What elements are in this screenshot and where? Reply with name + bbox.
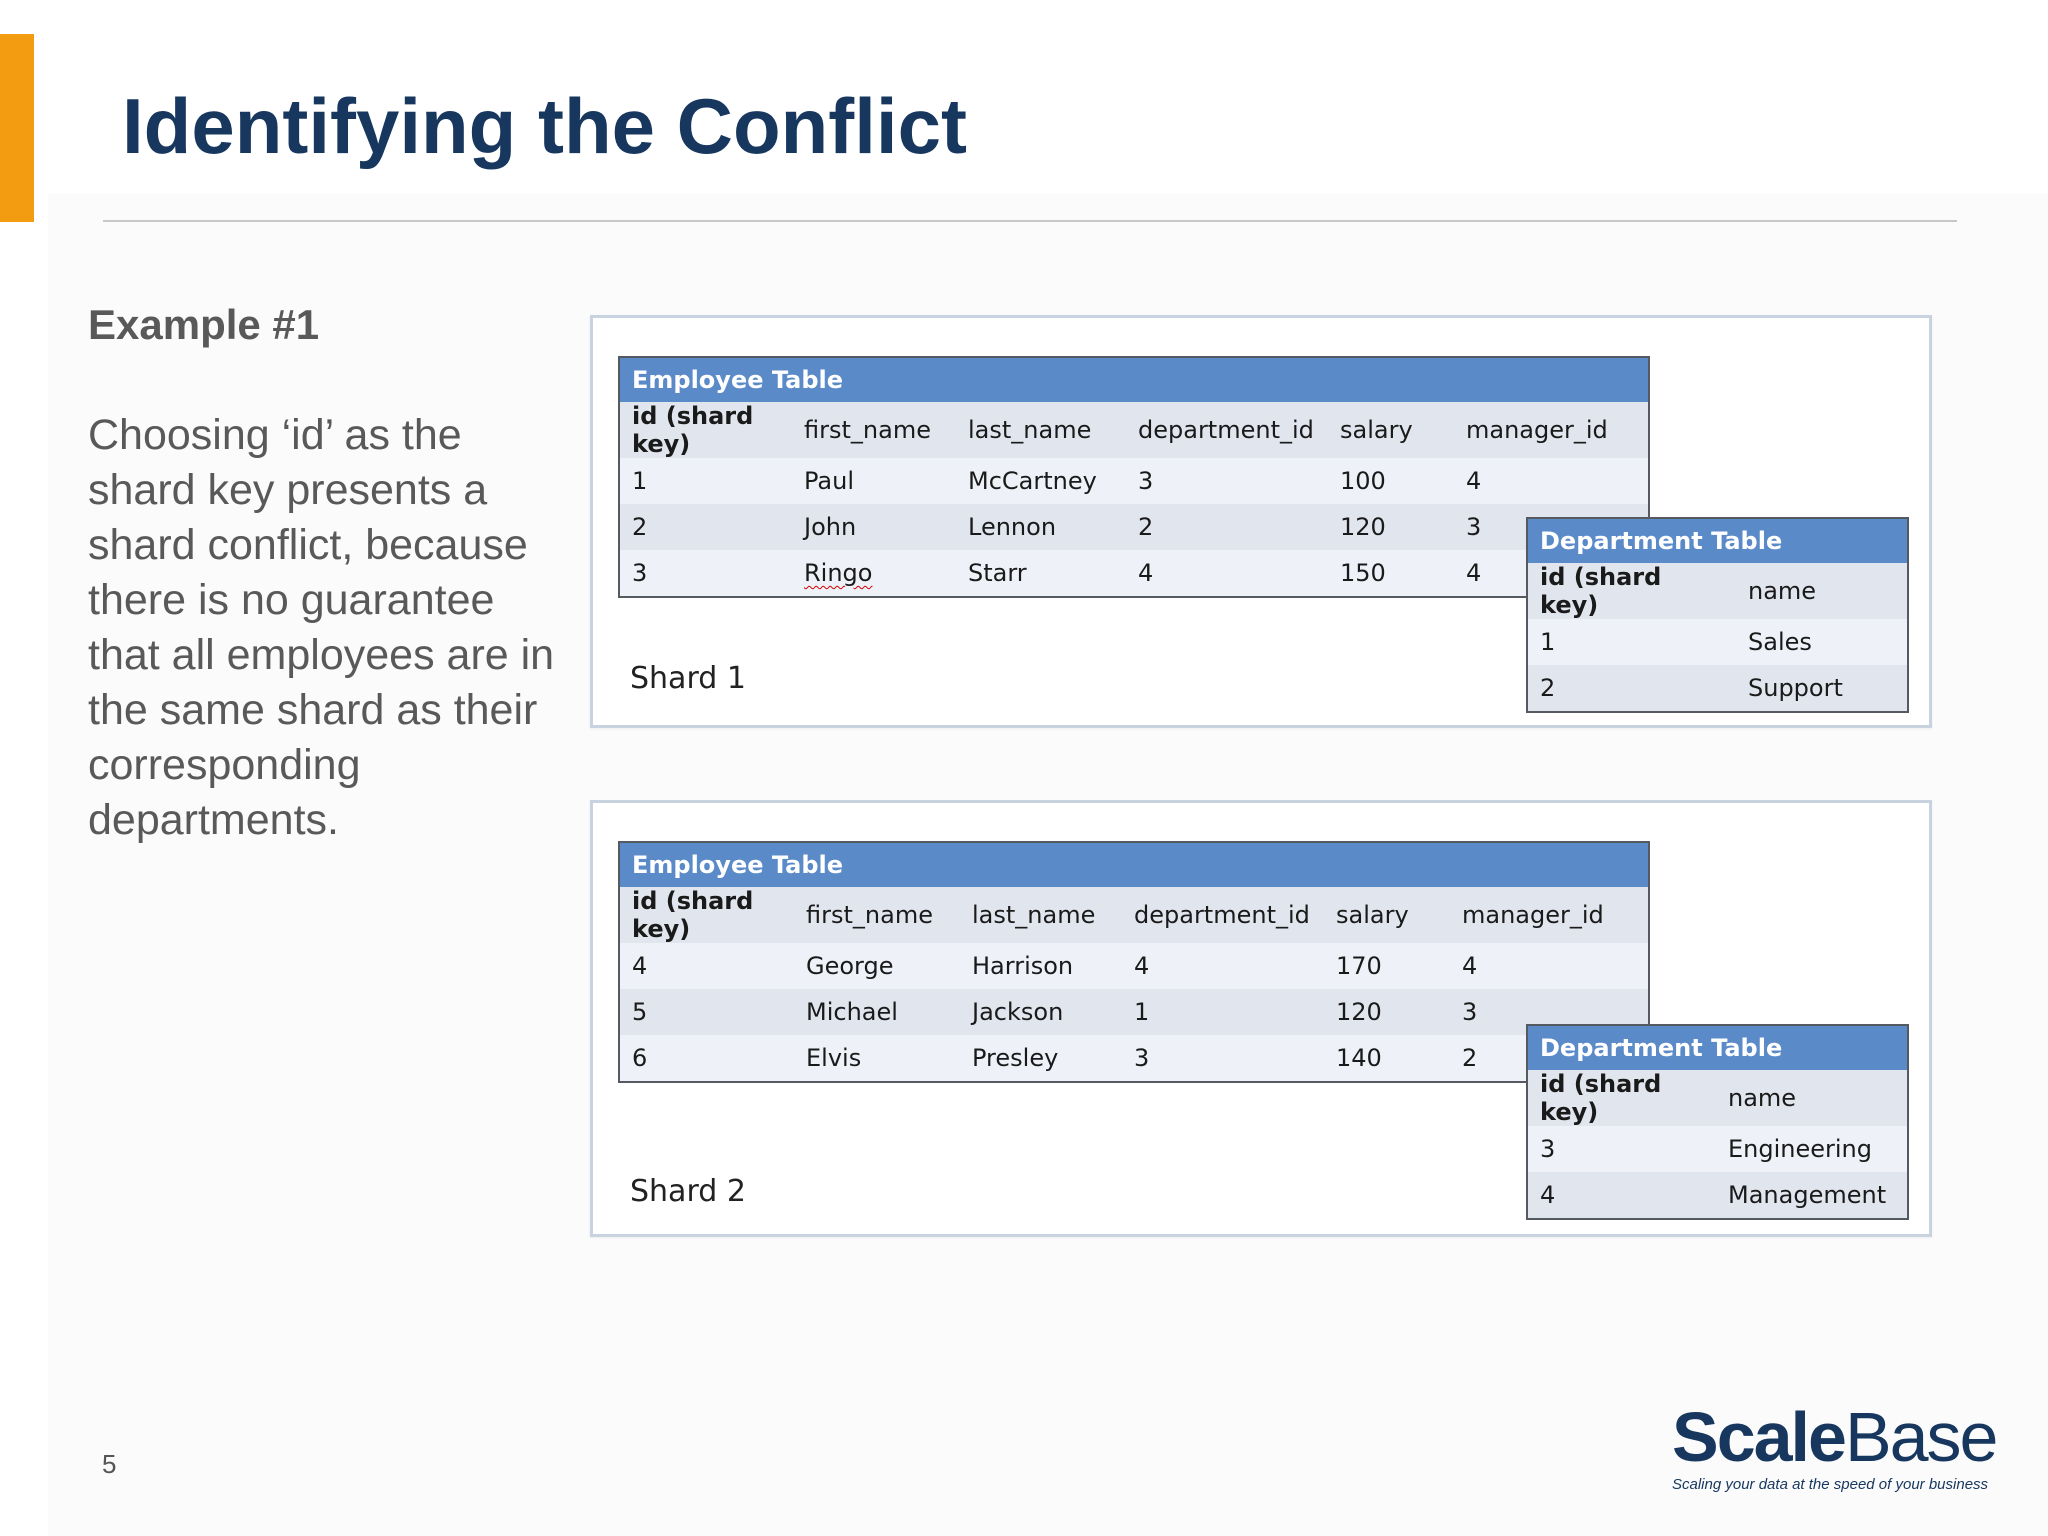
example-heading: Example #1 [88, 301, 320, 348]
column-header: name [1736, 563, 1908, 619]
table-cell: 120 [1328, 504, 1454, 550]
table-cell: 3 [1454, 504, 1649, 550]
left-column [88, 300, 568, 848]
table-row [1527, 1126, 1908, 1172]
table-cell: 1 [1527, 619, 1736, 665]
table-cell: 4 [619, 943, 794, 989]
table-cell: 1 [1122, 989, 1324, 1035]
table-cell: 4 [1454, 458, 1649, 504]
table-cell: 150 [1328, 550, 1454, 597]
table-cell: 3 [1126, 458, 1328, 504]
table-cell: Jackson [960, 989, 1122, 1035]
employee-table [618, 841, 1650, 1083]
shard-2-panel [590, 800, 1932, 1237]
table-cell: 4 [1450, 943, 1649, 989]
table-cell: 4 [1527, 1172, 1716, 1219]
table-cell: Michael [794, 989, 960, 1035]
column-header: name [1716, 1070, 1908, 1126]
table-title: Department Table [1527, 518, 1908, 563]
column-header: id (shard key) [1527, 563, 1736, 619]
table-cell: 170 [1324, 943, 1450, 989]
spellcheck-text: Ringo [804, 559, 873, 587]
employee-table [618, 356, 1650, 598]
table-row [619, 504, 1649, 550]
column-header: department_id [1122, 887, 1324, 943]
table-cell: 100 [1328, 458, 1454, 504]
table-cell: 120 [1324, 989, 1450, 1035]
table-cell: 4 [1122, 943, 1324, 989]
table-title: Employee Table [619, 842, 1649, 887]
table-cell: 3 [1527, 1126, 1716, 1172]
table-cell: Elvis [794, 1035, 960, 1082]
table-cell: 3 [1450, 989, 1649, 1035]
logo-tagline: Scaling your data at the speed of your business [1672, 1476, 1989, 1493]
table-title: Department Table [1527, 1025, 1908, 1070]
title-divider [103, 220, 1957, 222]
column-header: id (shard key) [619, 402, 792, 458]
department-table [1526, 1024, 1909, 1220]
table-header-row [619, 887, 1649, 943]
table-cell: 2 [619, 504, 792, 550]
table-title: Employee Table [619, 357, 1649, 402]
table-cell: Paul [792, 458, 956, 504]
table-row [619, 1035, 1649, 1082]
table-row [1527, 1172, 1908, 1219]
table-cell: 3 [619, 550, 792, 597]
table-cell: John [792, 504, 956, 550]
table-row [1527, 665, 1908, 712]
column-header: manager_id [1454, 402, 1649, 458]
department-table [1526, 517, 1909, 713]
shard-label: Shard 2 [630, 1174, 746, 1209]
column-header: first_name [794, 887, 960, 943]
accent-bar [0, 34, 34, 222]
table-row [1527, 619, 1908, 665]
table-cell: 2 [1450, 1035, 1649, 1082]
table-cell: 5 [619, 989, 794, 1035]
column-header: first_name [792, 402, 956, 458]
column-header: salary [1324, 887, 1450, 943]
column-header: id (shard key) [1527, 1070, 1716, 1126]
table-cell: 4 [1454, 550, 1649, 597]
table-cell: Starr [956, 550, 1126, 597]
column-header: manager_id [1450, 887, 1649, 943]
table-header-row [619, 402, 1649, 458]
table-cell: 2 [1126, 504, 1328, 550]
table-cell: Harrison [960, 943, 1122, 989]
table-cell: 4 [1126, 550, 1328, 597]
table-row [619, 943, 1649, 989]
column-header: id (shard key) [619, 887, 794, 943]
table-header-row [1527, 563, 1908, 619]
shard-label: Shard 1 [630, 661, 746, 696]
table-cell: Management [1716, 1172, 1908, 1219]
column-header: last_name [960, 887, 1122, 943]
table-cell [792, 550, 956, 597]
column-header: last_name [956, 402, 1126, 458]
logo-wordmark: ScaleBase [1672, 1398, 1997, 1476]
shard-1-panel [590, 315, 1932, 728]
scalebase-logo [1672, 1398, 1997, 1493]
table-cell: 1 [619, 458, 792, 504]
table-cell: Lennon [956, 504, 1126, 550]
table-cell: Presley [960, 1035, 1122, 1082]
table-cell: 6 [619, 1035, 794, 1082]
column-header: salary [1328, 402, 1454, 458]
table-header-row [1527, 1070, 1908, 1126]
table-row [619, 989, 1649, 1035]
table-cell: 3 [1122, 1035, 1324, 1082]
example-description: Choosing ‘id’ as the shard key presents a shard conflict, because there is no guarantee that all employees are in the same shard as their corresponding departments. [88, 411, 555, 845]
table-cell: Support [1736, 665, 1908, 712]
page-number: 5 [102, 1449, 117, 1479]
table-row [619, 550, 1649, 597]
slide-title: Identifying the Conflict [122, 82, 967, 170]
table-cell: McCartney [956, 458, 1126, 504]
table-cell: George [794, 943, 960, 989]
table-cell: 2 [1527, 665, 1736, 712]
column-header: department_id [1126, 402, 1328, 458]
table-row [619, 458, 1649, 504]
table-cell: Engineering [1716, 1126, 1908, 1172]
table-cell: Sales [1736, 619, 1908, 665]
table-cell: 140 [1324, 1035, 1450, 1082]
